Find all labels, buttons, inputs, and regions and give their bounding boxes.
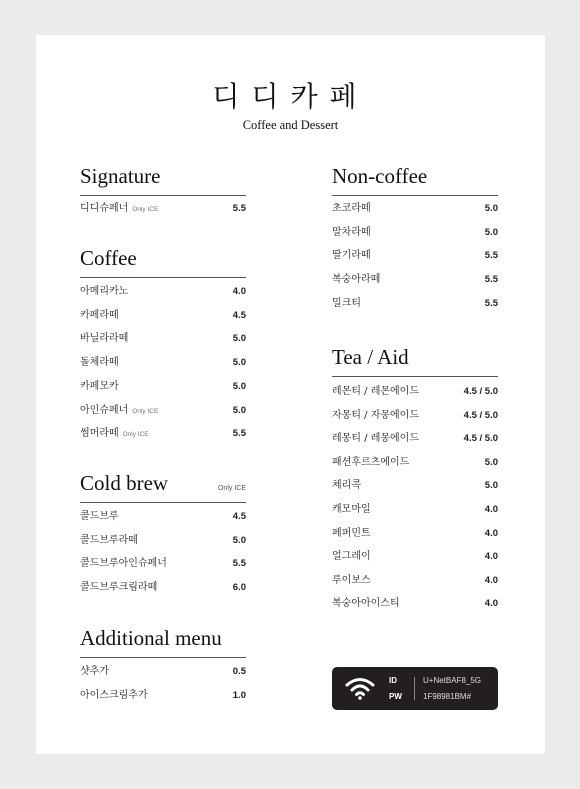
menu-item	[80, 533, 246, 549]
menu-item	[80, 284, 246, 300]
menu-item-price: 5.5	[232, 203, 246, 214]
menu-item-price: 4.5 / 5.0	[463, 386, 498, 397]
section-title: Cold brew	[80, 471, 169, 495]
cafe-subtitle: Coffee and Dessert	[242, 118, 339, 132]
menu-item-label: 아인슈페너	[80, 404, 129, 416]
menu-item-price: 4.0	[484, 527, 498, 539]
menu-item-label: 돌체라떼	[80, 357, 119, 369]
menu-item	[332, 502, 498, 518]
menu-item-name	[80, 664, 109, 680]
menu-item	[332, 573, 498, 589]
right-column	[332, 35, 498, 754]
menu-item-name	[80, 355, 119, 371]
menu-item-price: 5.0	[484, 480, 498, 492]
menu-item-name	[332, 408, 419, 424]
menu-item-price: 4.5 / 5.0	[463, 433, 498, 445]
cafe-title: 디디카페	[212, 80, 369, 113]
menu-item	[80, 556, 246, 572]
menu-item-name	[80, 403, 158, 420]
menu-item	[80, 403, 246, 419]
menu-item	[332, 272, 498, 288]
section-header	[332, 346, 498, 377]
menu-item-price: 4.5	[232, 511, 246, 522]
menu-item	[332, 296, 498, 312]
menu-item	[80, 308, 246, 324]
menu-item-price: 4.0	[484, 598, 498, 610]
menu-item-label: 딸기라떼	[332, 250, 371, 262]
menu-item-name	[332, 225, 371, 241]
menu-item-price: 0.5	[232, 666, 246, 677]
menu-board	[36, 35, 545, 754]
menu-item-label: 체리콕	[332, 480, 361, 492]
wifi-id-value: U+NetBAF8_5G	[423, 676, 482, 685]
section-title: Signature	[80, 164, 161, 188]
menu-item-price: 5.0	[232, 333, 246, 345]
menu-item-price: 6.0	[232, 582, 246, 594]
menu-item	[80, 331, 246, 347]
menu-item	[332, 478, 498, 494]
menu-item	[332, 225, 498, 241]
menu-item-price: 5.5	[232, 428, 246, 440]
menu-item-name	[332, 384, 419, 400]
menu-item-price: 5.5	[484, 250, 498, 262]
menu-item-name	[80, 509, 119, 525]
menu-item-price: 4.5	[232, 309, 246, 321]
menu-item-price: 5.0	[232, 404, 246, 416]
menu-item-label: 레몬티 / 레몬에이드	[332, 386, 420, 397]
menu-item-name	[80, 201, 158, 218]
menu-item-price: 4.0	[232, 286, 246, 297]
menu-item-price: 5.5	[484, 274, 498, 286]
menu-item	[80, 580, 246, 596]
menu-item-label: 복숭아라떼	[332, 274, 381, 286]
menu-item-name	[332, 431, 419, 447]
menu-item-label: 말차라떼	[332, 226, 371, 238]
menu-item-name	[80, 308, 119, 324]
menu-item-label: 얼그레이	[332, 551, 371, 563]
menu-item-name	[80, 688, 148, 704]
menu-item-label: 카페라떼	[80, 309, 119, 321]
section-title: Coffee	[80, 246, 137, 270]
section-header	[80, 247, 246, 278]
menu-item-tag: Only ICE	[132, 206, 159, 213]
menu-item-label: 밀크티	[332, 297, 361, 309]
menu-item-price: 5.0	[232, 357, 246, 369]
menu-item-name	[80, 379, 119, 395]
wifi-icon	[345, 676, 375, 700]
menu-item	[332, 248, 498, 264]
wifi-divider	[414, 677, 415, 700]
menu-item-price: 4.0	[484, 551, 498, 563]
left-column	[80, 35, 246, 754]
menu-item-name	[80, 556, 167, 572]
menu-item-label: 페퍼민트	[332, 527, 371, 539]
menu-item-label: 콜드브루크림라떼	[80, 582, 158, 594]
section-title: Tea / Aid	[332, 345, 409, 369]
menu-item-price: 5.0	[484, 226, 498, 238]
menu-item-name	[80, 284, 128, 300]
menu-item-name	[332, 596, 400, 612]
menu-item-label: 패션후르츠에이드	[332, 456, 410, 468]
menu-item	[332, 596, 498, 612]
menu-item	[332, 455, 498, 471]
menu-item-label: 아메리카노	[80, 286, 129, 297]
menu-item	[80, 426, 246, 442]
menu-item-name	[332, 478, 361, 494]
menu-item	[80, 509, 246, 525]
menu-item-price: 4.0	[484, 574, 498, 586]
menu-item-name	[80, 580, 157, 596]
menu-item	[80, 664, 246, 680]
menu-item-name	[332, 296, 361, 312]
section-title: Non-coffee	[332, 164, 428, 188]
menu-item-name	[332, 248, 371, 264]
menu-item-name	[80, 533, 138, 549]
section-title: Additional menu	[80, 626, 222, 650]
menu-item-label: 자몽티 / 자몽에이드	[332, 409, 420, 421]
menu-item-label: 바닐라라떼	[80, 333, 129, 345]
wifi-info-box	[332, 667, 498, 710]
menu-item-label: 레몽티 / 레몽에이드	[332, 433, 420, 445]
menu-item-name	[332, 526, 371, 542]
menu-item	[332, 431, 498, 447]
menu-item-label: 초코라떼	[332, 203, 371, 214]
section-header	[332, 165, 498, 196]
wifi-pw-label: PW	[389, 692, 402, 701]
menu-item-tag: Only ICE	[132, 407, 159, 415]
menu-item	[332, 526, 498, 542]
section-header	[80, 165, 246, 196]
wifi-id-label: ID	[389, 676, 397, 685]
menu-item-price: 5.0	[232, 380, 246, 392]
section-header	[80, 627, 246, 658]
wifi-pw-value: 1F98981BM#	[423, 692, 472, 701]
menu-item	[80, 201, 246, 217]
menu-item	[332, 201, 498, 217]
menu-item	[80, 379, 246, 395]
menu-item-name	[332, 549, 371, 565]
menu-item-name	[332, 455, 409, 471]
menu-item	[80, 355, 246, 371]
section-note: Only ICE	[217, 485, 246, 492]
menu-item-label: 루이보스	[332, 574, 371, 586]
menu-item-label: 카페모카	[80, 380, 119, 392]
menu-item-price: 5.0	[232, 534, 246, 546]
menu-item-name	[332, 201, 371, 217]
menu-item	[80, 688, 246, 704]
menu-item-name	[332, 502, 371, 518]
menu-item-tag: Only ICE	[122, 431, 149, 439]
section-header	[80, 472, 246, 503]
menu-item-label: 콜드브루라떼	[80, 534, 138, 546]
menu-item	[332, 549, 498, 565]
menu-item-label: 디디슈페너	[80, 203, 129, 214]
menu-item-label: 샷추가	[80, 666, 109, 677]
menu-item-price: 1.0	[232, 690, 246, 701]
menu-item-price: 5.0	[484, 203, 498, 214]
menu-item-name	[80, 426, 149, 443]
menu-item-label: 캐모마일	[332, 504, 371, 515]
menu-item-name	[80, 331, 128, 347]
menu-item	[332, 384, 498, 400]
menu-item-price: 5.0	[484, 456, 498, 468]
menu-item-label: 복숭아아이스티	[332, 598, 400, 610]
menu-item	[332, 408, 498, 424]
menu-item-label: 콜드브루아인슈페너	[80, 558, 167, 570]
menu-item-label: 아이스크림추가	[80, 690, 148, 701]
menu-item-price: 4.0	[484, 504, 498, 515]
menu-item-price: 5.5	[232, 558, 246, 570]
menu-item-price: 5.5	[484, 297, 498, 309]
menu-item-name	[332, 573, 371, 589]
menu-item-name	[332, 272, 380, 288]
menu-item-price: 4.5 / 5.0	[463, 409, 498, 421]
menu-item-label: 썸머라떼	[80, 428, 119, 440]
menu-item-label: 콜드브루	[80, 511, 119, 522]
